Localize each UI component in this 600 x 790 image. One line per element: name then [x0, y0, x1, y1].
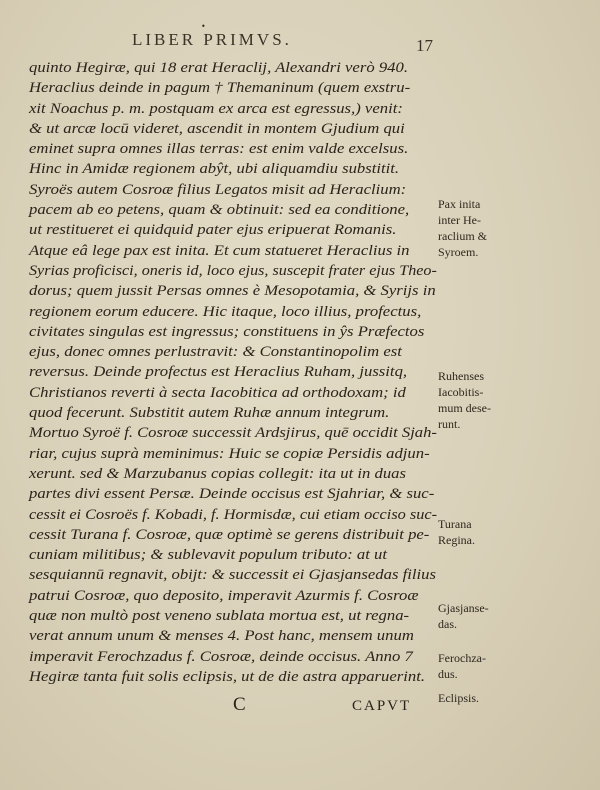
text-line-content: civitates singulas est ingressus; constituens in ŷs Præfectos	[29, 323, 425, 340]
text-line	[29, 302, 439, 322]
text-line	[29, 322, 439, 342]
text-line-content: & ut arcæ locū videret, ascendit in montem Gjudium qui	[29, 120, 405, 137]
text-line-content: riar, cujus suprà meminimus: Huic se copiæ Persidis adjun-	[29, 445, 430, 462]
text-line	[29, 241, 439, 261]
margin-note-gjasjansedas	[438, 600, 578, 632]
text-line	[29, 220, 439, 240]
catchword: CAPVT	[352, 698, 412, 714]
text-line	[29, 423, 439, 443]
text-line-content: Syroës autem Cosroæ filius Legatos misit ad Heraclium:	[29, 181, 407, 198]
text-line-content: eminet supra omnes illas terras: est enim valde excelsus.	[29, 141, 409, 158]
margin-note-line: raclium &	[438, 229, 487, 243]
text-line-content: xit Noachus p. m. postquam ex arca est egressus,) venit:	[29, 100, 403, 117]
margin-note-line: Ferochza-	[438, 651, 486, 665]
text-line	[29, 565, 439, 585]
margin-note-line: inter He-	[438, 213, 481, 227]
text-line-content: ejus, donec omnes perlustravit: & Constantinopolim est	[29, 344, 402, 361]
margin-note-eclipsis	[438, 690, 578, 706]
text-line	[29, 586, 439, 606]
text-line-content: Christianos reverti à secta Iacobitica ad orthodoxam; id	[29, 384, 406, 401]
text-line	[29, 606, 439, 626]
text-line	[29, 383, 439, 403]
text-line-content: Atque eâ lege pax est inita. Et cum statueret Heraclius in	[29, 242, 410, 259]
text-line	[29, 159, 439, 179]
text-line-content: sesquiannū regnavit, obijt: & successit ei Gjasjansedas filius	[29, 567, 436, 584]
margin-note-ruhenses	[438, 368, 578, 432]
text-line	[29, 545, 439, 565]
margin-note-line: Eclipsis.	[438, 691, 479, 705]
text-line	[29, 362, 439, 382]
main-text-block	[29, 58, 439, 687]
text-line	[29, 484, 439, 504]
margin-note-line: das.	[438, 617, 457, 631]
margin-note-line: Regina.	[438, 533, 475, 547]
text-line-content: quinto Hegiræ, qui 18 erat Heraclij, Alexandri verò 940.	[29, 60, 409, 76]
text-line-content: partes divi essent Persæ. Deinde occisus est Sjahriar, & suc-	[29, 486, 435, 503]
text-line	[29, 119, 439, 139]
text-line	[29, 58, 439, 78]
margin-note-line: Syroem.	[438, 245, 479, 259]
text-line	[29, 261, 439, 281]
margin-note-line: runt.	[438, 417, 461, 431]
text-line	[29, 180, 439, 200]
text-line	[29, 200, 439, 220]
text-line-content: verat annum unum & menses 4. Post hanc, mensem unum	[29, 628, 414, 645]
text-line-content: Syrias proficisci, oneris id, loco ejus, suscepit frater ejus Theo-	[29, 262, 437, 279]
margin-note-line: Turana	[438, 517, 472, 531]
text-line	[29, 139, 439, 159]
text-line-content: regionem eorum educere. Hic itaque, loco illius, profectus,	[29, 303, 422, 320]
text-line	[29, 647, 439, 667]
text-line-content: Mortuo Syroë f. Cosroæ successit Ardsjirus, quē occidit Sjah-	[29, 425, 437, 442]
margin-note-line: Pax inita	[438, 197, 481, 211]
signature-mark: C	[233, 694, 246, 715]
text-line-content: cuniam militibus; & sublevavit populum tributo: at ut	[29, 547, 388, 564]
text-line-content: imperavit Ferochzadus f. Cosroæ, deinde occisus. Anno 7	[29, 648, 413, 665]
page-number: 17	[416, 36, 433, 55]
text-line	[29, 626, 439, 646]
text-line	[29, 342, 439, 362]
margin-note-line: Iacobitis-	[438, 385, 484, 399]
margin-note-line: Gjasjanse-	[438, 601, 489, 615]
text-line-content: Hegiræ tanta fuit solis eclipsis, ut de die astra apparuerint.	[29, 668, 426, 685]
text-line	[29, 281, 439, 301]
text-line-content: quod fecerunt. Substitit autem Ruhæ annum integrum.	[29, 405, 390, 422]
text-line	[29, 444, 439, 464]
text-line-content: cessit Turana f. Cosroæ, quæ optimè se gerens distribuit pe-	[29, 526, 430, 543]
header-ornament: •	[201, 22, 206, 31]
text-line-content: dorus; quem jussit Persas omnes è Mesopotamia, & Syrijs in	[29, 283, 436, 300]
margin-note-turana	[438, 516, 578, 548]
text-line-content: ut restitueret ei quidquid pater ejus eripuerat Romanis.	[29, 222, 397, 239]
text-line	[29, 403, 439, 423]
margin-note-line: dus.	[438, 667, 458, 681]
text-line-content: patrui Cosroæ, quo deposito, imperavit Azurmis f. Cosroæ	[29, 587, 419, 604]
text-line	[29, 525, 439, 545]
text-line-content: xerunt. sed & Marzubanus copias collegit: ita ut in duas	[29, 465, 407, 482]
text-line-content: cessit ei Cosroës f. Kobadi, f. Hormisdæ, cui etiam occiso suc-	[29, 506, 438, 523]
text-line	[29, 99, 439, 119]
text-line-content: reversus. Deinde profectus est Heraclius Ruham, jussitq,	[29, 364, 408, 381]
margin-note-line: Ruhenses	[438, 369, 484, 383]
text-line-content: pacem ab eo petens, quam & obtinuit: sed ea conditione,	[29, 202, 410, 219]
text-line-content: Hinc in Amidæ regionem abŷt, ubi aliquamdiu substitit.	[29, 161, 400, 178]
text-line	[29, 464, 439, 484]
text-line-content: quæ non multò post veneno sublata mortua est, ut regna-	[29, 608, 410, 625]
text-line	[29, 78, 439, 98]
margin-note-line: mum dese-	[438, 401, 491, 415]
text-line	[29, 667, 439, 687]
running-header: LIBER PRIMVS.	[132, 30, 292, 49]
margin-note-ferochzadus	[438, 650, 578, 682]
text-line-content: Heraclius deinde in pagum † Themaninum (quem exstru-	[29, 80, 411, 97]
text-line	[29, 505, 439, 525]
margin-note-pax-inita	[438, 196, 578, 260]
